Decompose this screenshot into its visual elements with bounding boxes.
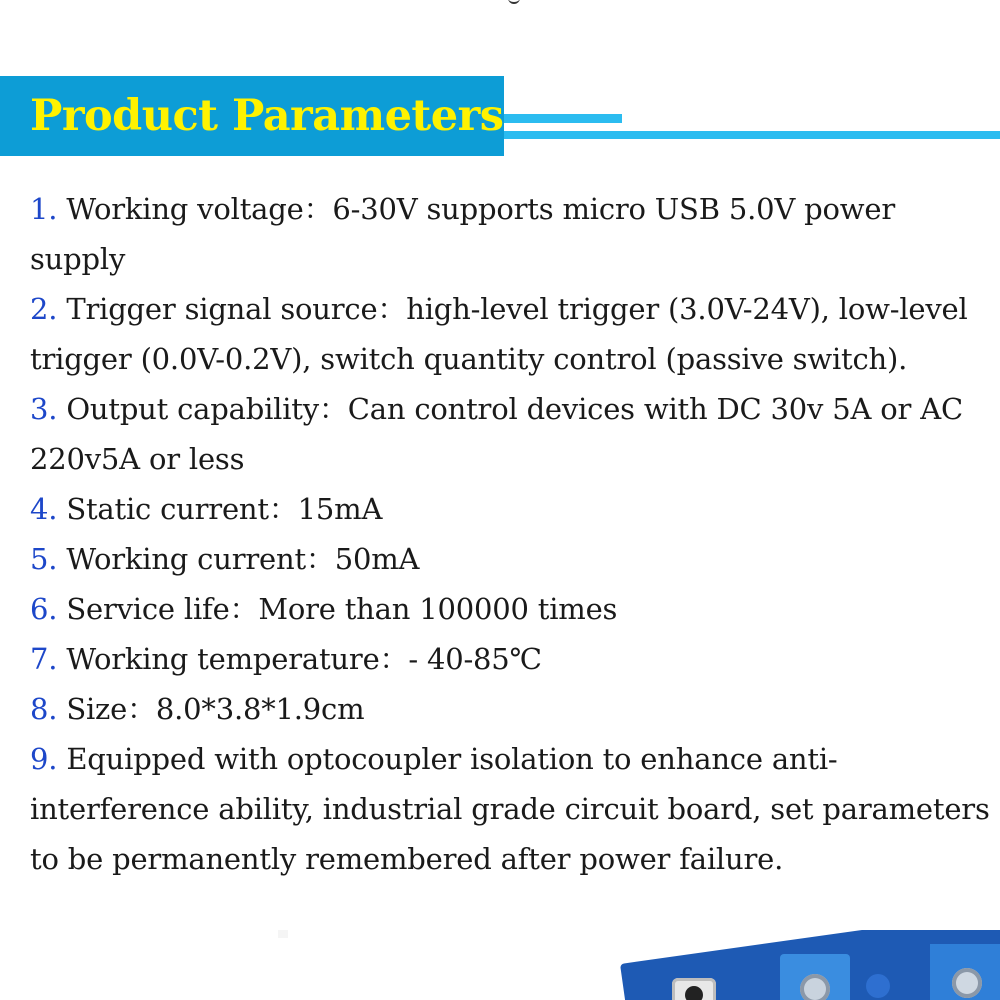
parameter-number: 2. <box>30 292 58 326</box>
parameter-text: Output capability：Can control devices with DC 30v 5A or AC 220v5A or less <box>30 392 963 476</box>
parameter-item <box>30 384 992 484</box>
parameter-item <box>30 684 992 734</box>
parameter-item <box>30 584 992 634</box>
screw-terminal-right <box>930 944 1000 1000</box>
parameter-text: Working voltage：6-30V supports micro USB 5.0V power supply <box>30 192 895 276</box>
parameter-item <box>30 634 992 684</box>
potentiometer <box>866 974 890 998</box>
photo-glint <box>278 930 288 938</box>
section-banner <box>0 76 504 156</box>
parameter-item <box>30 284 992 384</box>
parameter-list <box>30 184 992 884</box>
parameter-text: Trigger signal source：high-level trigger (3.0V-24V), low-level trigger (0.0V-0.2V), switch quantity control (passive switch). <box>30 292 968 376</box>
parameter-item <box>30 734 992 884</box>
parameter-number: 5. <box>30 542 58 576</box>
parameter-number: 7. <box>30 642 58 676</box>
decorative-line-short <box>504 114 622 123</box>
parameter-number: 4. <box>30 492 58 526</box>
top-text-fragment <box>508 0 520 4</box>
parameter-number: 8. <box>30 692 58 726</box>
parameter-text: Working current：50mA <box>66 542 420 576</box>
parameter-item <box>30 184 992 284</box>
parameter-item <box>30 484 992 534</box>
product-photo-partial <box>0 930 1000 1000</box>
section-title: Product Parameters <box>30 91 504 141</box>
parameter-number: 9. <box>30 742 58 776</box>
push-button-component <box>672 978 716 1000</box>
parameter-text: Service life：More than 100000 times <box>66 592 618 626</box>
parameter-number: 6. <box>30 592 58 626</box>
parameter-number: 3. <box>30 392 58 426</box>
parameter-text: Size：8.0*3.8*1.9cm <box>66 692 365 726</box>
screw-terminal <box>780 954 850 1000</box>
decorative-line-long <box>504 131 1000 139</box>
parameter-text: Working temperature：- 40-85℃ <box>66 642 542 676</box>
parameter-number: 1. <box>30 192 58 226</box>
parameter-text: Static current：15mA <box>66 492 383 526</box>
parameter-item <box>30 534 992 584</box>
parameter-text: Equipped with optocoupler isolation to enhance anti-interference ability, industrial grade circuit board, set parameters to be permanently remembered after power failure. <box>30 742 990 876</box>
